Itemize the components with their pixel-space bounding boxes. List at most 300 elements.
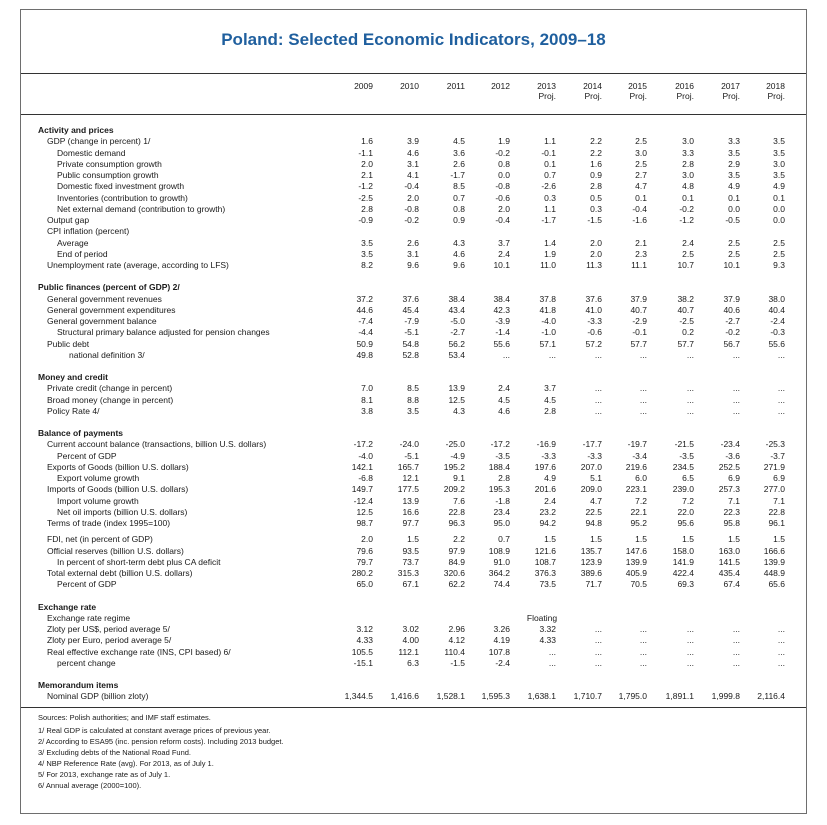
cell-value: 0.9: [453, 215, 465, 225]
table-row: [21, 339, 806, 350]
cell-value: 1,344.5: [344, 691, 373, 702]
cell-value: 4.33: [539, 635, 556, 646]
cell-value: 3.12: [356, 624, 373, 634]
cell-value: ...: [639, 394, 647, 405]
cell-value: ...: [777, 635, 785, 646]
cell-value: 94.2: [539, 518, 556, 528]
cell-value: 0.0: [773, 203, 785, 214]
cell-value: 95.8: [723, 518, 740, 528]
cell-value: 0.1: [682, 192, 694, 203]
table-row: [21, 249, 806, 260]
cell-value: 0.3: [590, 203, 602, 214]
cell-value: 40.7: [630, 304, 647, 315]
row-label: Net external demand (contribution to growth): [57, 203, 226, 214]
cell-value: 257.3: [718, 484, 740, 495]
cell-value: 3.5: [728, 170, 740, 180]
cell-value: 1.5: [773, 534, 785, 545]
cell-value: ...: [777, 349, 785, 360]
cell-value: 11.0: [540, 260, 556, 270]
cell-value: 448.9: [763, 568, 785, 578]
cell-value: ...: [732, 394, 740, 405]
cell-value: 0.7: [498, 534, 510, 545]
cell-value: 2.6: [453, 158, 465, 169]
cell-value: 3.5: [361, 248, 373, 259]
cell-value: ...: [594, 657, 602, 668]
table-row: [21, 294, 806, 305]
cell-value: -0.8: [404, 203, 419, 214]
cell-value: 1,416.6: [390, 691, 419, 702]
row-label: Current account balance (transactions, billion U.S. dollars): [47, 439, 267, 450]
cell-value: 142.1: [351, 461, 373, 472]
cell-value: 69.3: [677, 579, 694, 590]
cell-value: 2.3: [635, 248, 647, 259]
year-label: 2012: [491, 81, 510, 91]
cell-value: 96.1: [768, 518, 785, 528]
cell-value: 1,638.1: [527, 691, 556, 702]
cell-value: 84.9: [448, 556, 465, 567]
cell-value: 315.3: [397, 568, 419, 578]
row-label: Export volume growth: [57, 473, 140, 483]
cell-value: -12.4: [353, 495, 373, 506]
cell-value: 7.1: [773, 495, 785, 506]
table-row: [21, 305, 806, 316]
cell-value: 91.0: [493, 556, 510, 567]
cell-value: 22.5: [585, 506, 602, 517]
cell-value: -21.5: [674, 439, 694, 450]
cell-value: 6.9: [728, 473, 740, 483]
cell-value: ...: [548, 349, 556, 360]
cell-value: 1,891.1: [665, 691, 694, 702]
cell-value: 1.5: [635, 534, 647, 545]
cell-value: 37.6: [585, 293, 602, 304]
cell-value: ...: [732, 349, 740, 360]
cell-value-centered: Floating: [526, 612, 558, 623]
cell-value: 4.5: [453, 136, 465, 147]
row-label: Unemployment rate (average, according to LFS): [47, 260, 229, 270]
cell-value: -5.0: [450, 316, 465, 326]
cell-value: 45.4: [402, 304, 419, 315]
cell-value: -2.9: [632, 316, 647, 326]
section-header: [21, 602, 806, 613]
cell-value: -24.0: [399, 439, 419, 450]
row-label: General government revenues: [47, 293, 162, 304]
cell-value: ...: [732, 657, 740, 668]
cell-value: 364.2: [488, 568, 510, 578]
cell-value: 79.7: [356, 556, 373, 567]
row-label: Nominal GDP (billion zloty): [47, 691, 149, 702]
section-title: Balance of payments: [38, 428, 124, 438]
cell-value: 1,595.3: [481, 691, 510, 702]
cell-value: -0.1: [632, 327, 647, 338]
cell-value: 0.8: [498, 158, 510, 169]
cell-value: 2.4: [682, 237, 694, 248]
cell-value: 1,710.7: [573, 691, 602, 702]
projection-label: Proj.: [538, 91, 556, 101]
cell-value: 3.5: [361, 237, 373, 248]
cell-value: 2.4: [498, 248, 510, 259]
cell-value: 3.8: [361, 405, 373, 416]
cell-value: 43.4: [448, 304, 465, 315]
projection-label: Proj.: [722, 91, 740, 101]
section-header: [21, 125, 806, 136]
year-header-2018: [741, 81, 785, 101]
table-row: [21, 215, 806, 226]
cell-value: 3.0: [773, 158, 785, 169]
cell-value: ...: [686, 349, 694, 360]
cell-value: 57.7: [677, 338, 694, 349]
table-row: [21, 557, 806, 568]
cell-value: 2.1: [361, 170, 373, 180]
year-header-2009: [329, 81, 373, 91]
cell-value: ...: [732, 646, 740, 657]
cell-value: -0.3: [770, 327, 785, 338]
cell-value: 4.6: [453, 248, 465, 259]
row-label: Percent of GDP: [57, 579, 117, 590]
cell-value: 223.1: [625, 484, 647, 495]
year-header-2016: [650, 81, 694, 101]
row-label: national definition 3/: [69, 349, 145, 360]
cell-value: -1.5: [587, 215, 602, 225]
cell-value: 23.4: [493, 506, 510, 517]
cell-value: 22.3: [723, 506, 740, 517]
cell-value: 7.2: [682, 495, 694, 506]
cell-value: 4.3: [453, 237, 465, 248]
cell-value: 0.7: [453, 192, 465, 203]
row-label: Total external debt (billion U.S. dollars): [47, 568, 193, 578]
cell-value: 0.0: [728, 203, 740, 214]
cell-value: 1.5: [544, 534, 556, 545]
cell-value: 209.0: [580, 484, 602, 495]
cell-value: 2.5: [728, 237, 740, 248]
cell-value: 8.5: [453, 181, 465, 192]
cell-value: 37.6: [402, 293, 419, 304]
cell-value: ...: [548, 657, 556, 668]
row-label: Domestic fixed investment growth: [57, 181, 185, 192]
table-row: [21, 462, 806, 473]
cell-value: 3.1: [407, 248, 419, 259]
cell-value: ...: [502, 349, 510, 360]
cell-value: 7.2: [635, 495, 647, 506]
table-row: [21, 451, 806, 462]
cell-value: -4.0: [358, 450, 373, 461]
projection-label: Proj.: [584, 91, 602, 101]
cell-value: ...: [686, 383, 694, 394]
cell-value: 4.5: [544, 394, 556, 405]
cell-value: 95.2: [630, 518, 647, 528]
cell-value: -7.4: [358, 316, 373, 326]
cell-value: 4.19: [493, 635, 510, 646]
cell-value: 4.00: [402, 635, 419, 646]
cell-value: 2.0: [498, 203, 510, 214]
cell-value: 4.5: [498, 394, 510, 405]
cell-value: 38.4: [493, 293, 510, 304]
cell-value: 96.3: [448, 518, 465, 528]
year-header-2010: [375, 81, 419, 91]
cell-value: 62.2: [448, 579, 465, 590]
cell-value: -2.6: [541, 181, 556, 192]
cell-value: 1.5: [682, 534, 694, 545]
cell-value: 95.6: [677, 518, 694, 528]
cell-value: 139.9: [763, 556, 785, 567]
cell-value: 65.0: [356, 579, 373, 590]
cell-value: 57.1: [539, 338, 556, 349]
year-label: 2011: [446, 81, 465, 91]
cell-value: 2.6: [407, 237, 419, 248]
cell-value: 3.1: [407, 158, 419, 169]
footnote: 5/ For 2013, exchange rate as of July 1.: [38, 769, 171, 779]
cell-value: ...: [594, 624, 602, 634]
cell-value: 2.2: [590, 136, 602, 147]
cell-value: 2.8: [682, 158, 694, 169]
footnotes: [38, 712, 284, 791]
cell-value: 4.9: [773, 181, 785, 192]
cell-value: 54.8: [402, 338, 419, 349]
cell-value: 166.6: [763, 545, 785, 556]
cell-value: 6.0: [635, 473, 647, 483]
cell-value: 1.9: [498, 136, 510, 147]
cell-value: 1,795.0: [618, 691, 647, 702]
year-label: 2015: [628, 81, 647, 91]
cell-value: 1.5: [590, 534, 602, 545]
row-label: Average: [57, 237, 89, 248]
cell-value: ...: [686, 405, 694, 416]
cell-value: 4.6: [498, 405, 510, 416]
table-row: [21, 350, 806, 361]
cell-value: 2.5: [635, 136, 647, 147]
cell-value: -25.3: [765, 439, 785, 450]
cell-value: 121.6: [534, 545, 556, 556]
row-label: Private consumption growth: [57, 158, 162, 169]
cell-value: ...: [732, 383, 740, 394]
cell-value: 147.6: [625, 545, 647, 556]
table-row: [21, 658, 806, 669]
cell-value: 195.2: [443, 461, 465, 472]
cell-value: 2.1: [635, 237, 647, 248]
table-row: [21, 691, 806, 702]
cell-value: 8.2: [361, 260, 373, 270]
year-header-2017: [696, 81, 740, 101]
cell-value: 0.9: [590, 170, 602, 180]
footnote: 6/ Annual average (2000=100).: [38, 780, 142, 790]
cell-value: 435.4: [718, 568, 740, 578]
cell-value: 4.1: [407, 170, 419, 180]
cell-value: 3.0: [682, 136, 694, 147]
cell-value: ...: [686, 646, 694, 657]
table-row: [21, 507, 806, 518]
section-header: [21, 372, 806, 383]
cell-value: 0.1: [635, 192, 647, 203]
cell-value: ...: [686, 657, 694, 668]
projection-label: Proj.: [629, 91, 647, 101]
cell-value: -19.7: [627, 439, 647, 450]
cell-value: -16.9: [536, 439, 556, 450]
year-header-2011: [421, 81, 465, 91]
cell-value: ...: [732, 405, 740, 416]
table-row: [21, 518, 806, 529]
cell-value: 38.4: [448, 293, 465, 304]
row-label: percent change: [57, 657, 116, 668]
row-label: GDP (change in percent) 1/: [47, 136, 151, 147]
cell-value: 1,999.8: [711, 691, 740, 702]
cell-value: 22.0: [677, 506, 694, 517]
cell-value: 79.6: [356, 545, 373, 556]
table-row: [21, 406, 806, 417]
cell-value: 56.2: [448, 338, 465, 349]
cell-value: 188.4: [488, 461, 510, 472]
cell-value: -3.3: [541, 450, 556, 461]
row-label: In percent of short-term debt plus CA deficit: [57, 556, 221, 567]
cell-value: 9.3: [773, 260, 785, 270]
cell-value: -3.6: [725, 450, 740, 461]
cell-value: 71.7: [585, 579, 602, 590]
cell-value: -1.0: [541, 327, 556, 338]
cell-value: 135.7: [580, 545, 602, 556]
cell-value: 0.1: [728, 192, 740, 203]
row-label: Structural primary balance adjusted for pension changes: [57, 327, 270, 338]
cell-value: -0.2: [725, 327, 740, 338]
cell-value: 50.9: [356, 338, 373, 349]
cell-value: 2.7: [635, 170, 647, 180]
cell-value: -3.4: [632, 450, 647, 461]
footnote: 1/ Real GDP is calculated at constant average prices of previous year.: [38, 725, 271, 735]
cell-value: 74.4: [493, 579, 510, 590]
cell-value: 2.8: [544, 405, 556, 416]
cell-value: 4.8: [682, 181, 694, 192]
cell-value: -1.8: [495, 495, 510, 506]
cell-value: 195.3: [488, 484, 510, 495]
section-title: Public finances (percent of GDP) 2/: [38, 282, 180, 293]
cell-value: 73.5: [539, 579, 556, 590]
cell-value: -0.8: [495, 181, 510, 192]
year-label: 2016: [675, 81, 694, 91]
cell-value: 95.0: [493, 518, 510, 528]
table-row: [21, 383, 806, 394]
cell-value: 389.6: [580, 568, 602, 578]
cell-value: 12.1: [402, 473, 419, 483]
year-header-2015: [603, 81, 647, 101]
cell-value: 3.3: [682, 147, 694, 158]
cell-value: 8.5: [407, 383, 419, 394]
cell-value: 70.5: [630, 579, 647, 590]
cell-value: 6.5: [682, 473, 694, 483]
cell-value: ...: [639, 646, 647, 657]
row-label: Policy Rate 4/: [47, 405, 100, 416]
table-row: [21, 534, 806, 545]
cell-value: -3.3: [587, 450, 602, 461]
cell-value: 16.6: [402, 506, 419, 517]
cell-value: 41.0: [585, 304, 602, 315]
cell-value: 67.4: [723, 579, 740, 590]
cell-value: ...: [639, 405, 647, 416]
cell-value: 22.8: [768, 506, 785, 517]
cell-value: 5.1: [590, 473, 602, 483]
cell-value: 41.8: [539, 304, 556, 315]
year-header-2012: [466, 81, 510, 91]
cell-value: -17.2: [353, 439, 373, 450]
cell-value: ...: [777, 646, 785, 657]
cell-value: ...: [639, 383, 647, 394]
cell-value: 0.0: [773, 215, 785, 225]
cell-value: ...: [639, 657, 647, 668]
cell-value: 13.9: [402, 495, 419, 506]
cell-value: 8.8: [407, 394, 419, 405]
cell-value: -3.9: [495, 316, 510, 326]
cell-value: 4.6: [407, 147, 419, 158]
cell-value: 38.0: [768, 293, 785, 304]
table-row: [21, 496, 806, 507]
cell-value: -1.4: [495, 327, 510, 338]
table-row: [21, 439, 806, 450]
cell-value: -25.0: [445, 439, 465, 450]
cell-value: ...: [732, 624, 740, 634]
cell-value: 280.2: [351, 568, 373, 578]
section-title: Memorandum items: [38, 680, 119, 690]
cell-value: 277.0: [763, 484, 785, 495]
cell-value: 1.5: [407, 534, 419, 545]
cell-value: -1.1: [358, 147, 373, 158]
cell-value: 8.1: [361, 394, 373, 405]
cell-value: -0.9: [358, 215, 373, 225]
cell-value: 239.0: [672, 484, 694, 495]
cell-value: 112.1: [398, 646, 419, 657]
cell-value: 3.5: [407, 405, 419, 416]
cell-value: 73.7: [402, 556, 419, 567]
year-label: 2009: [354, 81, 373, 91]
cell-value: 22.8: [448, 506, 465, 517]
year-label: 2018: [766, 81, 785, 91]
cell-value: 2.0: [361, 158, 373, 169]
cell-value: 1.6: [590, 158, 602, 169]
cell-value: 55.6: [493, 338, 510, 349]
projection-label: Proj.: [767, 91, 785, 101]
cell-value: 44.6: [356, 304, 373, 315]
cell-value: 3.02: [402, 624, 419, 634]
cell-value: -4.9: [450, 450, 465, 461]
cell-value: -2.7: [450, 327, 465, 338]
row-label: Real effective exchange rate (INS, CPI based) 6/: [47, 646, 231, 657]
cell-value: 67.1: [402, 579, 419, 590]
cell-value: 94.8: [585, 518, 602, 528]
table-bottom-rule: [21, 707, 806, 708]
section-header: [21, 282, 806, 293]
cell-value: 97.9: [448, 545, 465, 556]
cell-value: 0.5: [590, 192, 602, 203]
cell-value: ...: [594, 646, 602, 657]
year-header-2014: [558, 81, 602, 101]
section-header: [21, 428, 806, 439]
cell-value: 2.0: [590, 248, 602, 259]
cell-value: -6.8: [358, 473, 373, 483]
row-label: Public debt: [47, 338, 90, 349]
cell-value: -3.5: [495, 450, 510, 461]
row-label: General government balance: [47, 316, 157, 326]
cell-value: -1.2: [358, 181, 373, 192]
table-row: [21, 226, 806, 237]
row-label: Imports of Goods (billion U.S. dollars): [47, 484, 189, 495]
cell-value: -1.2: [679, 215, 694, 225]
cell-value: 4.9: [728, 181, 740, 192]
cell-value: -17.2: [490, 439, 510, 450]
cell-value: 1.9: [544, 248, 556, 259]
cell-value: ...: [639, 635, 647, 646]
cell-value: 12.5: [356, 506, 373, 517]
cell-value: 320.6: [443, 568, 465, 578]
cell-value: 110.4: [444, 646, 465, 657]
cell-value: 376.3: [534, 568, 556, 578]
cell-value: 37.9: [723, 293, 740, 304]
cell-value: 197.6: [534, 461, 556, 472]
cell-value: ...: [777, 624, 785, 634]
